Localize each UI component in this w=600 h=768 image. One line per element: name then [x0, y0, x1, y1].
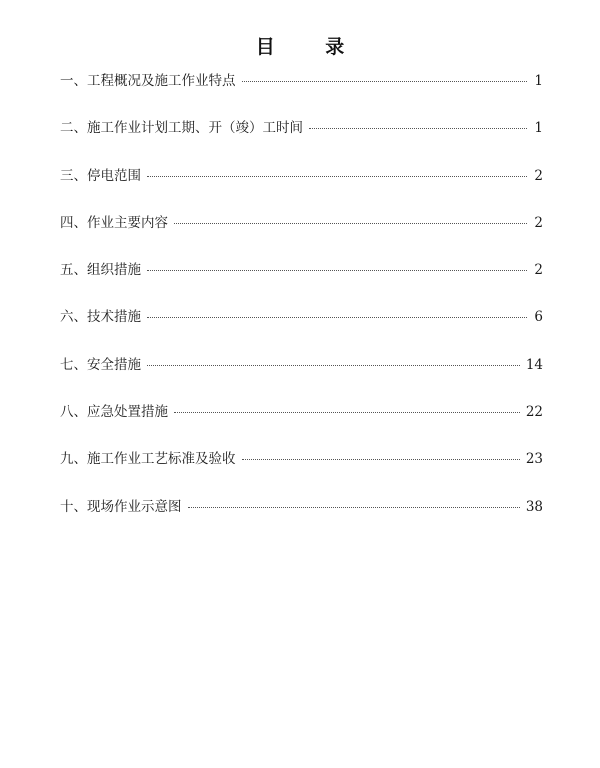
toc-entry-label: 六、技术措施 — [60, 309, 141, 326]
toc-entry[interactable] — [60, 448, 543, 495]
toc-entry-label: 七、安全措施 — [60, 356, 141, 373]
toc-entry[interactable] — [60, 401, 543, 448]
toc-entry[interactable] — [60, 117, 543, 164]
toc-entry[interactable] — [60, 212, 543, 259]
toc-dot-leader — [174, 222, 527, 224]
toc-page-number: 2 — [534, 214, 543, 231]
table-of-contents — [60, 70, 543, 543]
toc-page-number: 22 — [525, 404, 543, 421]
page-title: 目 录 — [255, 36, 367, 58]
toc-page-number: 1 — [534, 73, 543, 89]
toc-entry[interactable] — [60, 165, 543, 212]
toc-page-number: 2 — [534, 262, 543, 279]
toc-dot-leader — [147, 364, 520, 366]
toc-dot-leader — [147, 269, 527, 271]
toc-entry-label: 三、停电范围 — [60, 167, 141, 184]
toc-dot-leader — [242, 80, 528, 82]
toc-dot-leader — [309, 127, 527, 129]
toc-entry-label: 一、工程概况及施工作业特点 — [60, 73, 236, 89]
toc-entry-label: 九、施工作业工艺标准及验收 — [60, 451, 236, 468]
toc-dot-leader — [147, 316, 527, 318]
toc-entry-label: 五、组织措施 — [60, 262, 141, 279]
toc-entry[interactable] — [60, 259, 543, 306]
toc-entry[interactable] — [60, 496, 543, 543]
toc-entry[interactable] — [60, 306, 543, 353]
toc-dot-leader — [147, 175, 527, 177]
toc-page-number: 6 — [534, 309, 543, 326]
toc-page-number: 2 — [534, 167, 543, 184]
toc-page-number: 1 — [534, 120, 543, 137]
toc-entry-label: 二、施工作业计划工期、开（竣）工时间 — [60, 120, 303, 137]
toc-dot-leader — [188, 506, 520, 508]
toc-entry-label: 八、应急处置措施 — [60, 404, 168, 421]
toc-page-number: 14 — [525, 356, 543, 373]
toc-entry[interactable] — [60, 354, 543, 401]
toc-entry[interactable] — [60, 70, 543, 117]
toc-entry-label: 四、作业主要内容 — [60, 214, 168, 231]
toc-entry-label: 十、现场作业示意图 — [60, 498, 182, 515]
toc-dot-leader — [174, 411, 520, 413]
toc-page-number: 38 — [525, 498, 543, 515]
toc-dot-leader — [242, 458, 520, 460]
toc-page-number: 23 — [525, 451, 543, 468]
